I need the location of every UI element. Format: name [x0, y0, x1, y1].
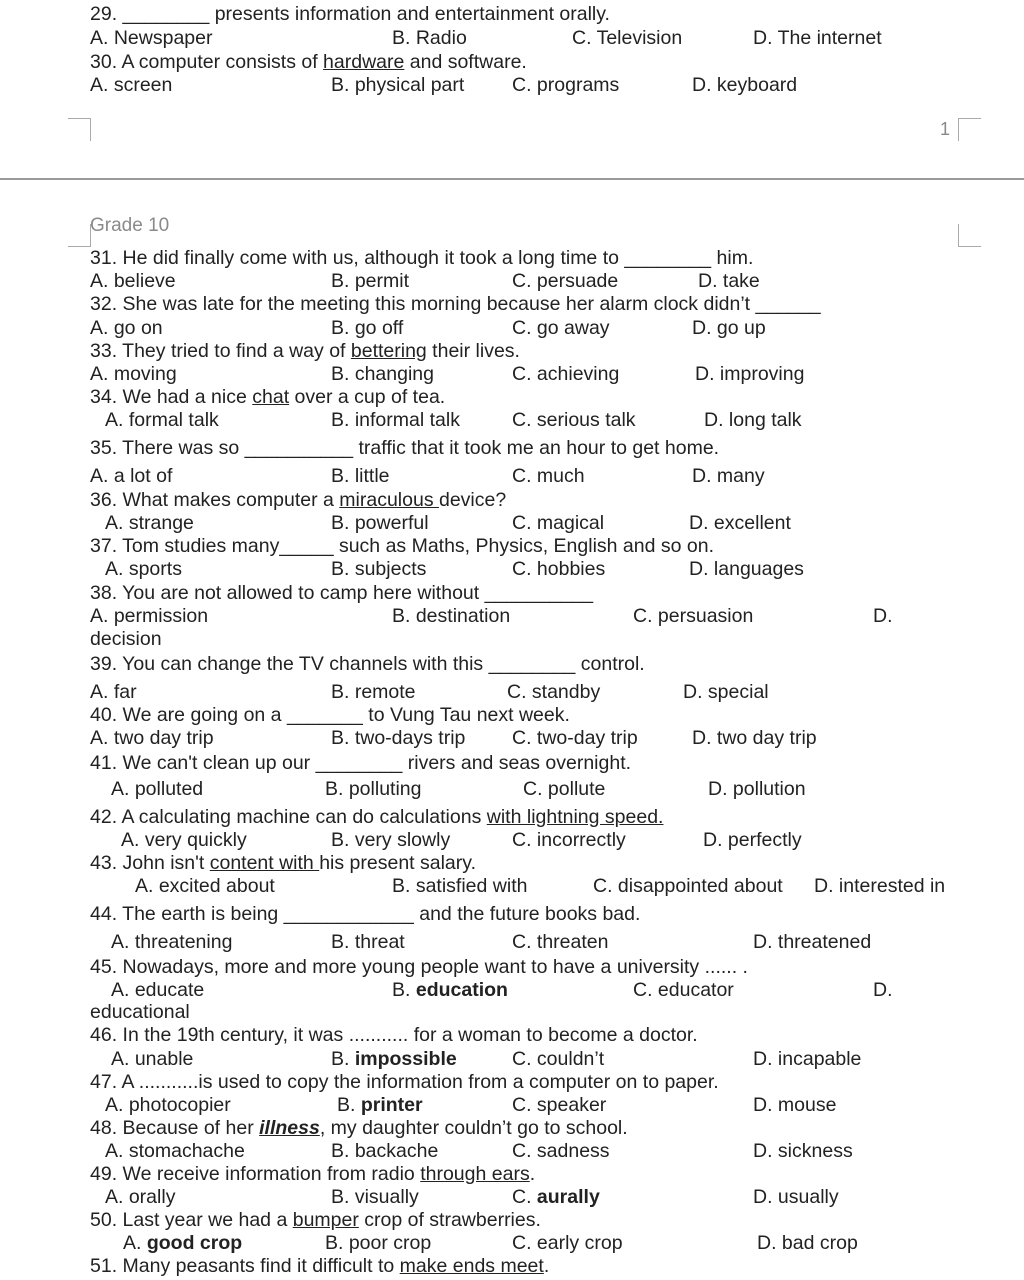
page-divider	[0, 178, 1024, 180]
option-43-b: B. satisfied with	[392, 875, 528, 897]
question-41: 41. We can't clean up our ________ rivers and seas overnight.	[90, 752, 632, 774]
page-number: 1	[939, 119, 950, 139]
option-48-b: B. backache	[331, 1140, 439, 1162]
option-43-c: C. disappointed about	[593, 875, 783, 897]
option-50-a: A. good crop	[123, 1232, 243, 1254]
question-49: 49. We receive information from radio through ears.	[90, 1163, 536, 1185]
page-corner-mark	[68, 224, 91, 247]
option-29-b: B. Radio	[392, 27, 467, 49]
option-47-c: C. speaker	[512, 1094, 607, 1116]
page-corner-mark	[68, 118, 91, 141]
question-33: 33. They tried to find a way of bettering their lives.	[90, 340, 520, 362]
question-48: 48. Because of her illness, my daughter couldn’t go to school.	[90, 1117, 628, 1139]
option-36-b: B. powerful	[331, 512, 429, 534]
question-34: 34. We had a nice chat over a cup of tea.	[90, 386, 446, 408]
option-32-d: D. go up	[692, 317, 766, 339]
option-39-a: A. far	[90, 681, 137, 703]
option-40-d: D. two day trip	[692, 727, 817, 749]
option-46-d: D. incapable	[753, 1048, 862, 1070]
option-48-c: C. sadness	[512, 1140, 610, 1162]
option-30-d: D. keyboard	[692, 74, 798, 96]
page-header: Grade 10	[90, 215, 170, 236]
option-37-a: A. sports	[105, 558, 182, 580]
option-45-d: D.	[873, 979, 893, 1001]
option-48-a: A. stomachache	[105, 1140, 245, 1162]
option-33-b: B. changing	[331, 363, 434, 385]
option-34-b: B. informal talk	[331, 409, 460, 431]
option-49-b: B. visually	[331, 1186, 419, 1208]
question-42: 42. A calculating machine can do calculations with lightning speed.	[90, 806, 664, 828]
option-44-b: B. threat	[331, 931, 405, 953]
option-45-c: C. educator	[633, 979, 734, 1001]
question-46: 46. In the 19th century, it was ........... for a woman to become a doctor.	[90, 1024, 698, 1046]
option-34-d: D. long talk	[704, 409, 802, 431]
option-42-c: C. incorrectly	[512, 829, 626, 851]
option-46-a: A. unable	[111, 1048, 194, 1070]
option-31-b: B. permit	[331, 270, 410, 292]
question-43: 43. John isn't content with his present salary.	[90, 852, 476, 874]
option-41-b: B. polluting	[325, 778, 422, 800]
option-42-d: D. perfectly	[703, 829, 802, 851]
option-37-c: C. hobbies	[512, 558, 606, 580]
question-40: 40. We are going on a _______ to Vung Tau next week.	[90, 704, 570, 726]
option-43-a: A. excited about	[135, 875, 275, 897]
option-36-d: D. excellent	[689, 512, 791, 534]
question-37: 37. Tom studies many_____ such as Maths, Physics, English and so on.	[90, 535, 714, 557]
option-44-d: D. threatened	[753, 931, 872, 953]
option-39-c: C. standby	[507, 681, 601, 703]
option-36-c: C. magical	[512, 512, 605, 534]
option-46-c: C. couldn’t	[512, 1048, 605, 1070]
option-50-d: D. bad crop	[757, 1232, 858, 1254]
option-40-a: A. two day trip	[90, 727, 214, 749]
option-50-c: C. early crop	[512, 1232, 623, 1254]
option-32-c: C. go away	[512, 317, 610, 339]
page-corner-mark	[958, 224, 981, 247]
option-31-a: A. believe	[90, 270, 176, 292]
question-44: 44. The earth is being ____________ and the future books bad.	[90, 903, 641, 925]
option-42-b: B. very slowly	[331, 829, 451, 851]
option-40-b: B. two-days trip	[331, 727, 466, 749]
option-45-a: A. educate	[111, 979, 205, 1001]
option-42-a: A. very quickly	[121, 829, 247, 851]
option-29-c: C. Television	[572, 27, 683, 49]
option-41-a: A. polluted	[111, 778, 204, 800]
option-32-b: B. go off	[331, 317, 404, 339]
option-37-d: D. languages	[689, 558, 804, 580]
option-41-c: C. pollute	[523, 778, 606, 800]
option-35-a: A. a lot of	[90, 465, 173, 487]
option-44-c: C. threaten	[512, 931, 609, 953]
question-35: 35. There was so __________ traffic that it took me an hour to get home.	[90, 437, 720, 459]
option-30-b: B. physical part	[331, 74, 465, 96]
option-38-b: B. destination	[392, 605, 511, 627]
question-47: 47. A ...........is used to copy the information from a computer on to paper.	[90, 1071, 719, 1093]
question-29: 29. ________ presents information and entertainment orally.	[90, 3, 610, 25]
option-35-c: C. much	[512, 465, 585, 487]
option-29-d: D. The internet	[753, 27, 882, 49]
option-47-d: D. mouse	[753, 1094, 837, 1116]
option-35-d: D. many	[692, 465, 765, 487]
question-36: 36. What makes computer a miraculous device?	[90, 489, 507, 511]
option-45-d-text: educational	[90, 1001, 190, 1023]
option-29-a: A. Newspaper	[90, 27, 213, 49]
option-33-d: D. improving	[695, 363, 805, 385]
option-47-b: B. printer	[337, 1094, 423, 1116]
option-38-d-text: decision	[90, 628, 162, 650]
option-49-a: A. orally	[105, 1186, 176, 1208]
option-46-b: B. impossible	[331, 1048, 457, 1070]
question-39: 39. You can change the TV channels with this ________ control.	[90, 653, 645, 675]
question-51: 51. Many peasants find it difficult to make ends meet.	[90, 1255, 550, 1277]
option-37-b: B. subjects	[331, 558, 427, 580]
option-34-c: C. serious talk	[512, 409, 636, 431]
option-48-d: D. sickness	[753, 1140, 853, 1162]
option-34-a: A. formal talk	[105, 409, 219, 431]
option-43-d: D. interested in	[814, 875, 946, 897]
option-36-a: A. strange	[105, 512, 194, 534]
option-30-a: A. screen	[90, 74, 173, 96]
option-31-d: D. take	[698, 270, 760, 292]
question-30: 30. A computer consists of hardware and software.	[90, 51, 527, 73]
option-44-a: A. threatening	[111, 931, 233, 953]
question-31: 31. He did finally come with us, although it took a long time to ________ him.	[90, 247, 754, 269]
option-33-c: C. achieving	[512, 363, 620, 385]
option-49-c: C. aurally	[512, 1186, 600, 1208]
option-38-d: D.	[873, 605, 893, 627]
option-50-b: B. poor crop	[325, 1232, 432, 1254]
option-30-c: C. programs	[512, 74, 620, 96]
option-40-c: C. two-day trip	[512, 727, 638, 749]
option-32-a: A. go on	[90, 317, 163, 339]
question-32: 32. She was late for the meeting this morning because her alarm clock didn’t ______	[90, 293, 821, 315]
option-49-d: D. usually	[753, 1186, 839, 1208]
option-45-b: B. education	[392, 979, 508, 1001]
question-38: 38. You are not allowed to camp here without __________	[90, 582, 594, 604]
option-41-d: D. pollution	[708, 778, 806, 800]
option-47-a: A. photocopier	[105, 1094, 231, 1116]
option-33-a: A. moving	[90, 363, 177, 385]
question-45: 45. Nowadays, more and more young people want to have a university ...... .	[90, 956, 748, 978]
option-38-a: A. permission	[90, 605, 209, 627]
option-39-b: B. remote	[331, 681, 416, 703]
option-31-c: C. persuade	[512, 270, 619, 292]
option-35-b: B. little	[331, 465, 390, 487]
option-39-d: D. special	[683, 681, 769, 703]
option-38-c: C. persuasion	[633, 605, 754, 627]
question-50: 50. Last year we had a bumper crop of strawberries.	[90, 1209, 541, 1231]
page-corner-mark	[958, 118, 981, 141]
